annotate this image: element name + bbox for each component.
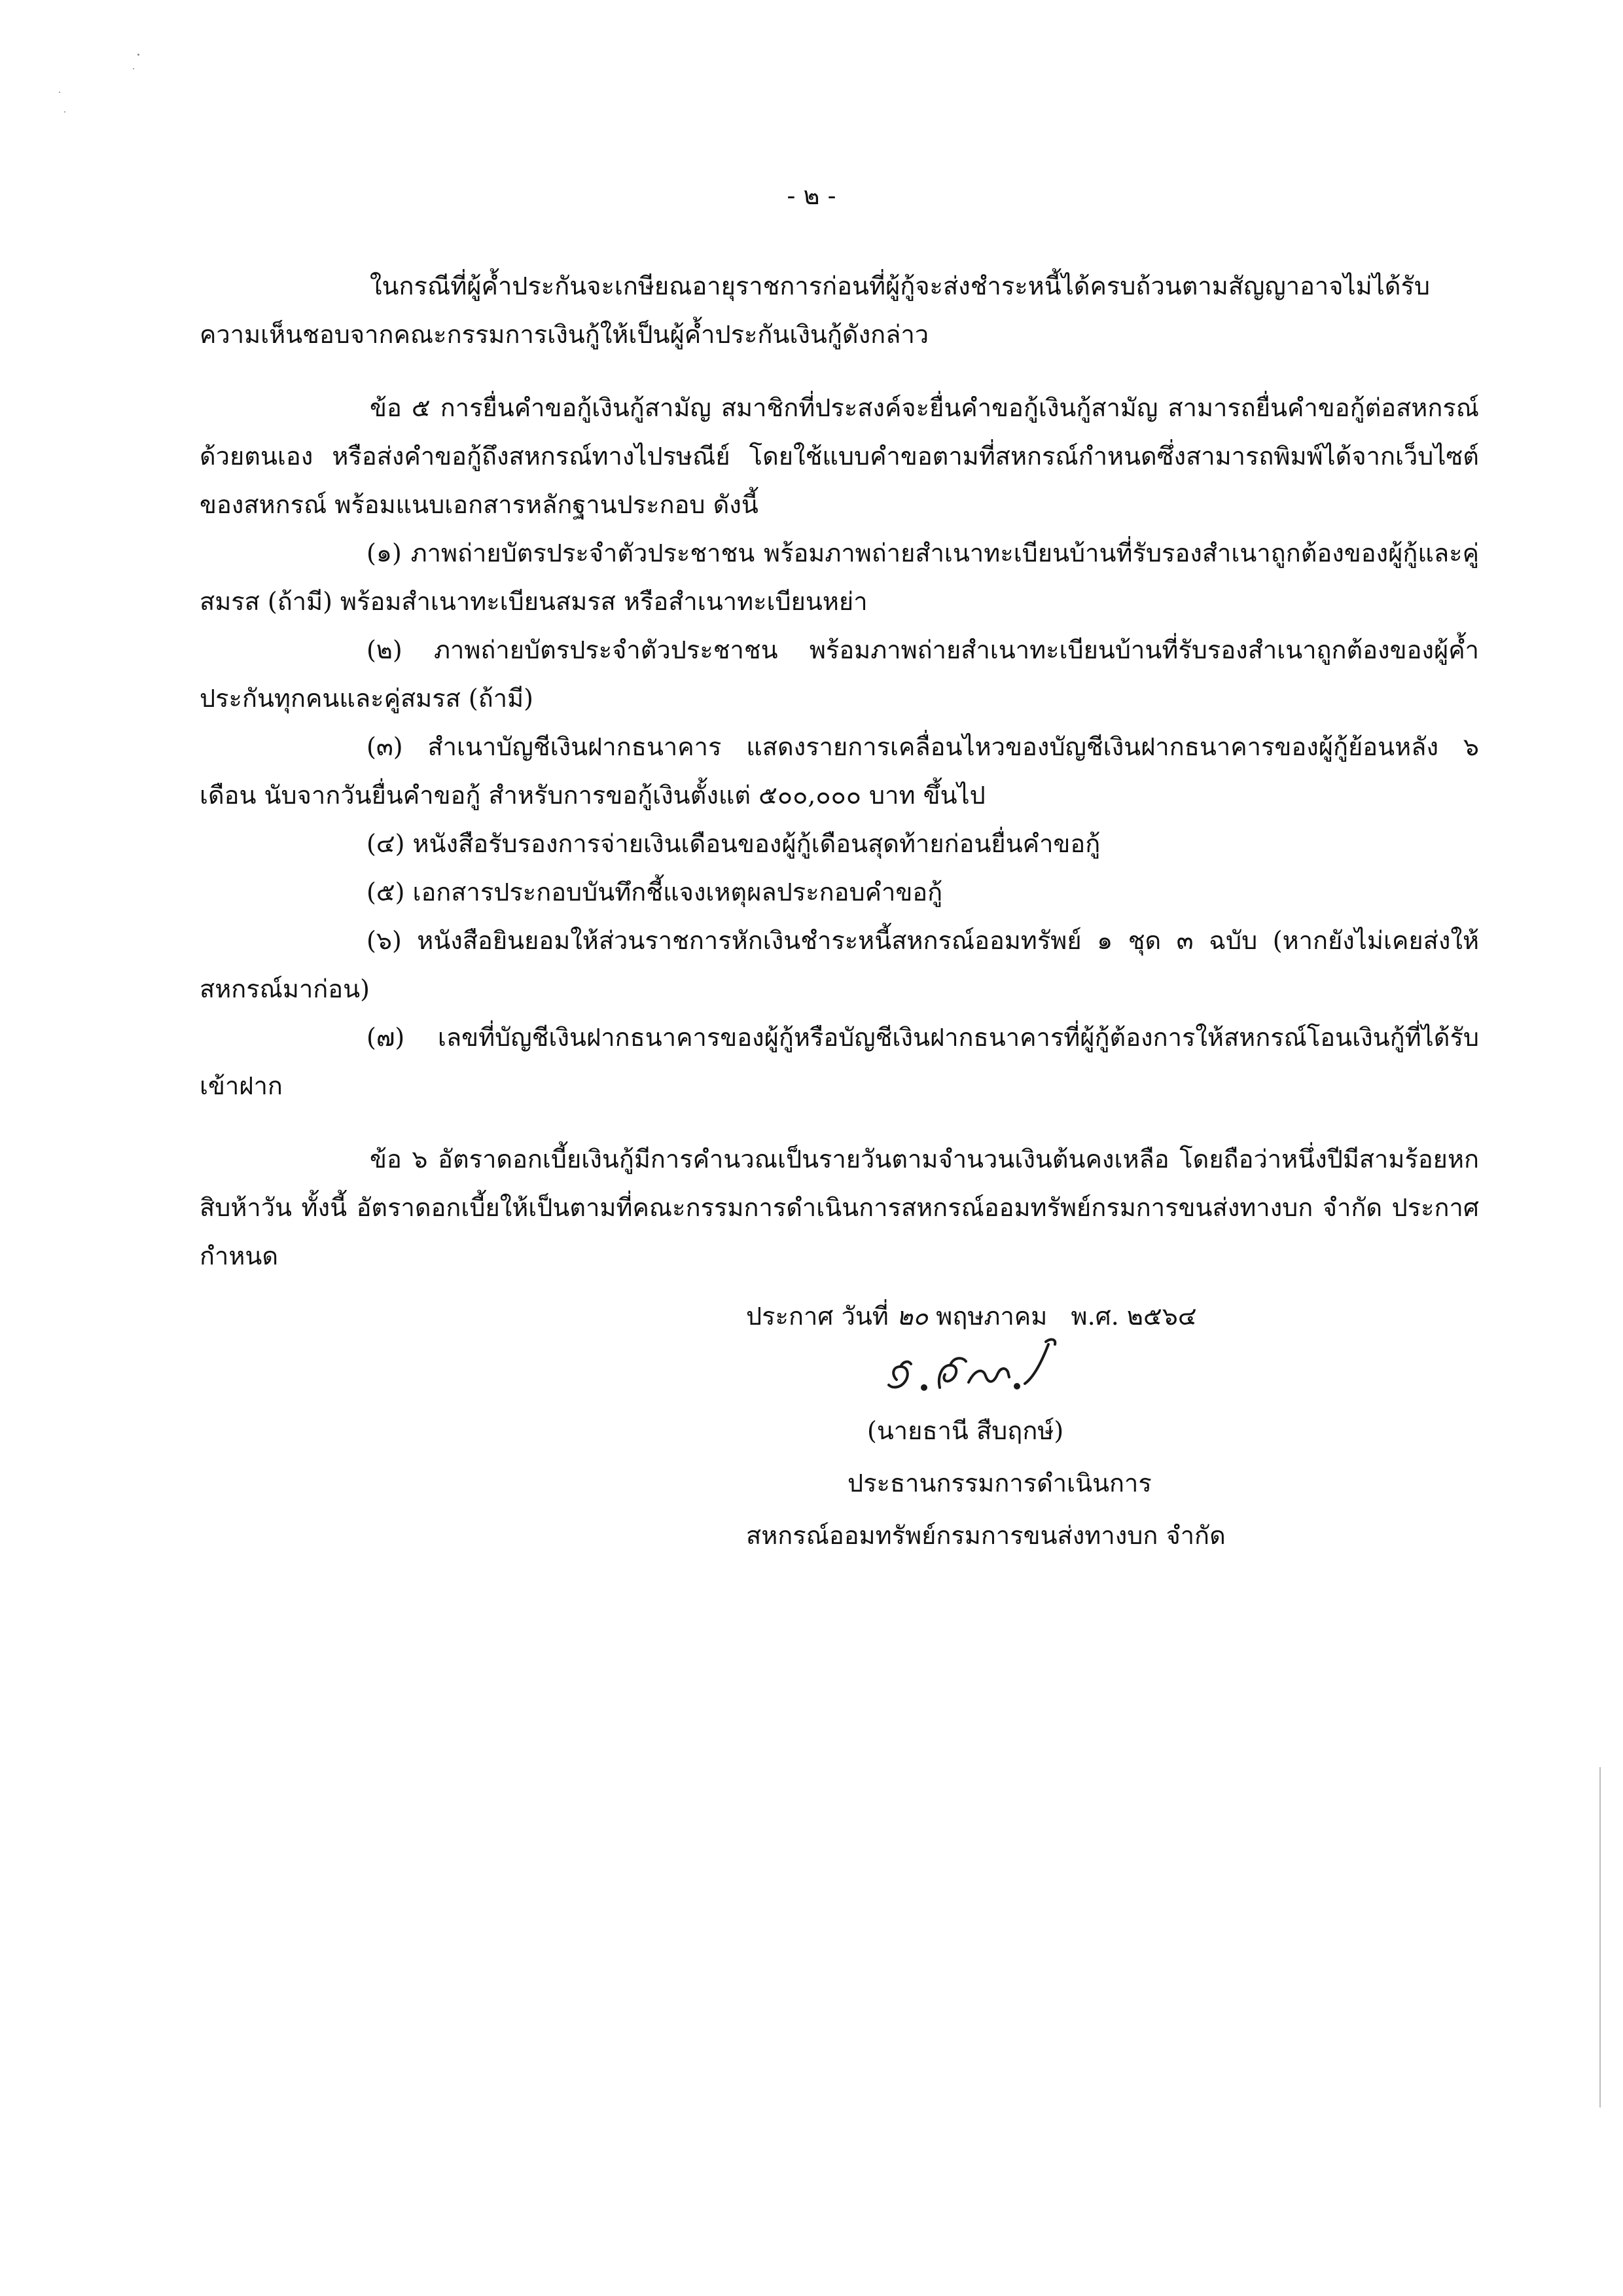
list-item: (๑) ภาพถ่ายบัตรประจำตัวประชาชน พร้อมภาพถ่ายสำเนาทะเบียนบ้านที่รับรองสำเนาถูกต้องของผู้กู้และคู่สมรส (ถ้ามี) พร้อมสำเนาทะเบียนสมรส หรือสำเนาทะเบียนหย่า <box>200 539 1479 616</box>
date-prefix: ประกาศ วันที่ <box>746 1302 889 1331</box>
signer-position: ประธานกรรมการดำเนินการ <box>847 1469 1152 1498</box>
paragraph-clause-5: ข้อ ๕ การยื่นคำขอกู้เงินกู้สามัญ สมาชิกที่ประสงค์จะยื่นคำขอกู้เงินกู้สามัญ สามารถยื่นคำขอกู้ต่อสหกรณ์ด้วยตนเอง หรือส่งคำขอกู้ถึงสหกรณ์ทางไปรษณีย์ โดยใช้แบบคำขอตามที่สหกรณ์กำหนดซึ่งสามารถพิมพ์ได้จากเว็บไซต์ของสหกรณ์ พร้อมแนบเอกสารหลักฐานประกอบ ดังนี้ <box>200 393 1479 519</box>
document-body <box>200 262 1479 1280</box>
list-item: (๒) ภาพถ่ายบัตรประจำตัวประชาชน พร้อมภาพถ่ายสำเนาทะเบียนบ้านที่รับรองสำเนาถูกต้องของผู้ค้ำประกันทุกคนและคู่สมรส (ถ้ามี) <box>200 636 1479 713</box>
scan-speck <box>59 92 60 93</box>
list-item: (๓) สำเนาบัญชีเงินฝากธนาคาร แสดงรายการเคลื่อนไหวของบัญชีเงินฝากธนาคารของผู้กู้ย้อนหลัง ๖ เดือน นับจากวันยื่นคำขอกู้ สำหรับการขอกู้เงินตั้งแต่ ๕๐๐,๐๐๐ บาท ขึ้นไป <box>200 732 1479 810</box>
list-item: (๕) เอกสารประกอบบันทึกชี้แจงเหตุผลประกอบคำขอกู้ <box>366 878 943 906</box>
signer-name: (นายธานี สืบฤกษ์) <box>867 1416 1064 1445</box>
scan-speck <box>137 54 139 56</box>
page-number: - ๒ - <box>787 181 836 210</box>
list-item: (๗) เลขที่บัญชีเงินฝากธนาคารของผู้กู้หรือบัญชีเงินฝากธนาคารที่ผู้กู้ต้องการให้สหกรณ์โอนเงินกู้ที่ได้รับเข้าฝาก <box>200 1023 1479 1100</box>
date-year: พ.ศ. ๒๕๖๔ <box>1071 1302 1197 1331</box>
list-item: (๔) หนังสือรับรองการจ่ายเงินเดือนของผู้กู้เดือนสุดท้ายก่อนยื่นคำขอกู้ <box>366 829 1101 858</box>
list-item: (๖) หนังสือยินยอมให้ส่วนราชการหักเงินชำระหนี้สหกรณ์ออมทรัพย์ ๑ ชุด ๓ ฉบับ (หากยังไม่เคยส่งให้สหกรณ์มาก่อน) <box>200 926 1479 1003</box>
signer-organization: สหกรณ์ออมทรัพย์กรมการขนส่งทางบก จำกัด <box>746 1521 1226 1550</box>
scan-edge-mark <box>1599 1767 1601 2108</box>
announcement-date <box>746 1296 1197 1336</box>
paragraph-guarantor-retirement: ในกรณีที่ผู้ค้ำประกันจะเกษียณอายุราชการก่อนที่ผู้กู้จะส่งชำระหนี้ได้ครบถ้วนตามสัญญาอาจไม่ได้รับความเห็นชอบจากคณะกรรมการเงินกู้ให้เป็นผู้ค้ำประกันเงินกู้ดังกล่าว <box>200 272 1431 349</box>
scan-speck <box>133 68 134 69</box>
handwritten-signature <box>877 1335 1093 1407</box>
paragraph-clause-6: ข้อ ๖ อัตราดอกเบี้ยเงินกู้มีการคำนวณเป็นรายวันตามจำนวนเงินต้นคงเหลือ โดยถือว่าหนึ่งปีมีสามร้อยหกสิบห้าวัน ทั้งนี้ อัตราดอกเบี้ยให้เป็นตามที่คณะกรรมการดำเนินการสหกรณ์ออมทรัพย์กรมการขนส่งทางบก จำกัด ประกาศกำหนด <box>200 1145 1479 1270</box>
date-month: พฤษภาคม <box>936 1302 1048 1331</box>
date-day: ๒๐ <box>896 1302 929 1331</box>
scan-speck <box>64 111 65 113</box>
